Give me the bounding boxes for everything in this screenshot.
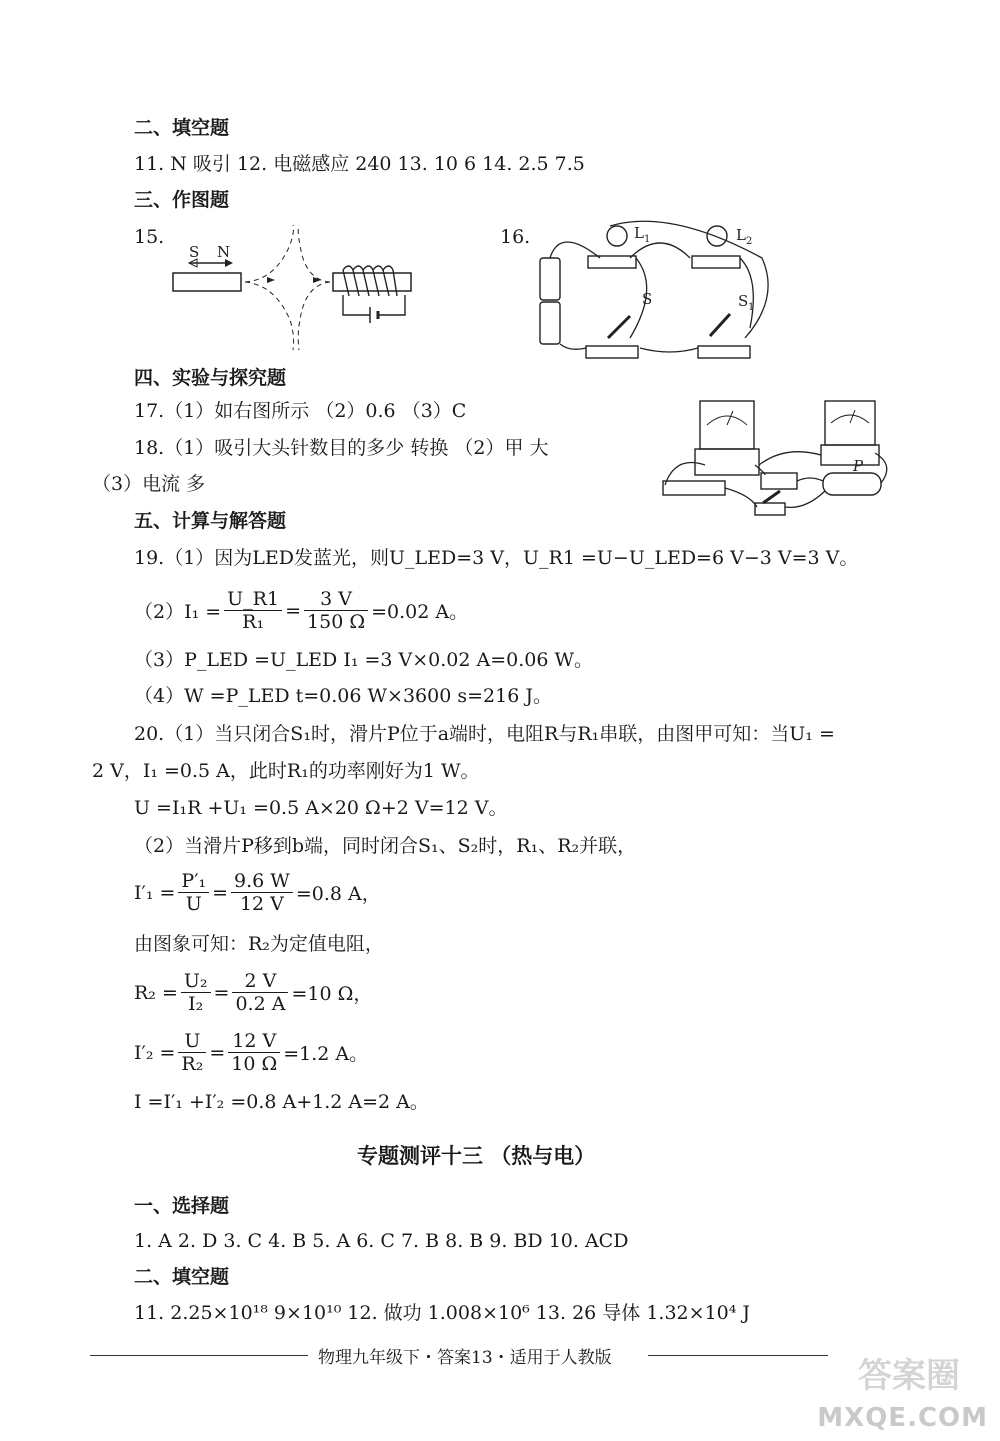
figure-15-magnet-field-diagram [165, 225, 435, 355]
watermark-logo: 答案圈 [858, 1356, 960, 1396]
question-number-15: 15. [134, 226, 165, 248]
label-s: S [642, 290, 653, 308]
answer-20-part1: 20.（1）当只闭合S₁时，滑片P位于a端时，电阻R与R₁串联，由图甲可知：当U₁ = [134, 723, 835, 745]
switch-s1-lever [710, 314, 730, 336]
bulb-l1 [607, 226, 627, 246]
section-heading-calculation: 五、计算与解答题 [134, 510, 287, 532]
lamp-base-l1 [588, 256, 636, 268]
answer-20-part2-i1: I′₁ = $\frac{\text{P′₁}}{U}$ = $\frac{9.6 W}{12 V}$ =0.8 A， [134, 870, 381, 915]
svg-text:2: 2 [746, 236, 753, 247]
switch-s-base [586, 346, 638, 358]
answer-line-fill-blank-2: 11. 2.25×10¹⁸ 9×10¹⁰ 12. 做功 1.008×10⁶ 13. 26 导体 1.32×10⁴ J [134, 1302, 751, 1324]
bulb-l2 [707, 226, 727, 246]
section-heading-drawing: 三、作图题 [134, 189, 230, 211]
answer-18: 18.（1）吸引大头针数目的多少 转换 （2）甲 大 [134, 437, 549, 459]
field-line [245, 225, 294, 282]
switch-base [755, 503, 785, 515]
label-p: P [853, 457, 864, 475]
label-l1: L [634, 224, 644, 242]
answer-20-part2-r2: R₂ = $\frac{\text{U₂}}{\text{I₂}}$ = $\frac{2 V}{0.2 A}$ =10 Ω， [134, 970, 373, 1015]
page-title: 专题测评十三 （热与电） [357, 1144, 596, 1168]
label-l2: L [736, 226, 746, 244]
answer-20-part1-calc: U =I₁R +U₁ =0.5 A×20 Ω+2 V=12 V。 [134, 797, 508, 819]
answer-20-part2-total: I =I′₁ +I′₂ =0.8 A+1.2 A=2 A。 [134, 1091, 429, 1113]
rheostat [823, 473, 881, 495]
answer-19-part3: （3）P_LED =U_LED I₁ =3 V×0.02 A=0.06 W。 [134, 649, 594, 671]
section-heading-choice: 一、选择题 [134, 1195, 230, 1217]
switch-s-lever [608, 316, 630, 338]
footer-rule-left [90, 1355, 308, 1356]
bar-magnet [173, 273, 241, 291]
question-number-16: 16. [500, 226, 531, 248]
resistor-base [761, 473, 797, 489]
answer-20-part1-cont: 2 V，I₁ =0.5 A，此时R₁的功率刚好为1 W。 [92, 760, 480, 782]
section-heading-fill-blank-2: 二、填空题 [134, 1266, 230, 1288]
svg-text:1: 1 [644, 234, 651, 245]
lamp-base-l2 [692, 256, 740, 268]
page-footer: 物理九年级下・答案13・适用于人教版 [318, 1348, 612, 1368]
section-heading-fill-blank: 二、填空题 [134, 117, 230, 139]
answer-18-part3: （3）电流 多 [92, 473, 206, 495]
magnet-s-label: S [189, 243, 200, 261]
answer-17: 17.（1）如右图所示 （2）0.6 （3）C [134, 400, 467, 422]
section-heading-experiment: 四、实验与探究题 [134, 367, 287, 389]
battery [663, 481, 725, 495]
answer-20-part2: （2）当滑片P移到b端，同时闭合S₁、S₂时，R₁、R₂并联， [134, 835, 637, 857]
figure-16-circuit-diagram [530, 218, 780, 368]
battery-cell [540, 302, 560, 344]
svg-text:1: 1 [748, 302, 755, 313]
solenoid-circuit-wire [343, 295, 405, 315]
answer-19-part2: （2）I₁ = $\frac{U\_R1}{\text{R₁}}$ = $\frac{3 V}{150 \Omega}$ =0.02 A。 [134, 588, 469, 633]
watermark: MXQE.COM [817, 1403, 988, 1433]
answer-20-part2-i2: I′₂ = $\frac{U}{\text{R₂}}$ = $\frac{12 V}{10 \Omega}$ =1.2 A。 [134, 1030, 369, 1075]
magnet-n-label: N [217, 243, 231, 261]
field-line [298, 282, 330, 350]
switch-s1-base [698, 346, 750, 358]
answer-20-part2-note: 由图象可知：R₂为定值电阻， [134, 933, 384, 955]
answer-19-part1: 19.（1）因为LED发蓝光，则U_LED=3 V，U_R1 =U−U_LED=6 V−3 V=3 V。 [134, 547, 859, 569]
field-line [245, 282, 294, 350]
answer-line-choice: 1. A 2. D 3. C 4. B 5. A 6. C 7. B 8. B 9. BD 10. ACD [134, 1230, 629, 1252]
field-line [298, 225, 330, 282]
battery-cell [540, 258, 560, 300]
answer-19-part4: （4）W =P_LED t=0.06 W×3600 s=216 J。 [134, 685, 552, 707]
figure-17-meter-circuit [655, 395, 905, 525]
answer-line-11-14: 11. N 吸引 12. 电磁感应 240 13. 10 6 14. 2.5 7.5 [134, 153, 585, 175]
footer-rule-right [648, 1355, 828, 1356]
label-s1: S [738, 292, 749, 310]
